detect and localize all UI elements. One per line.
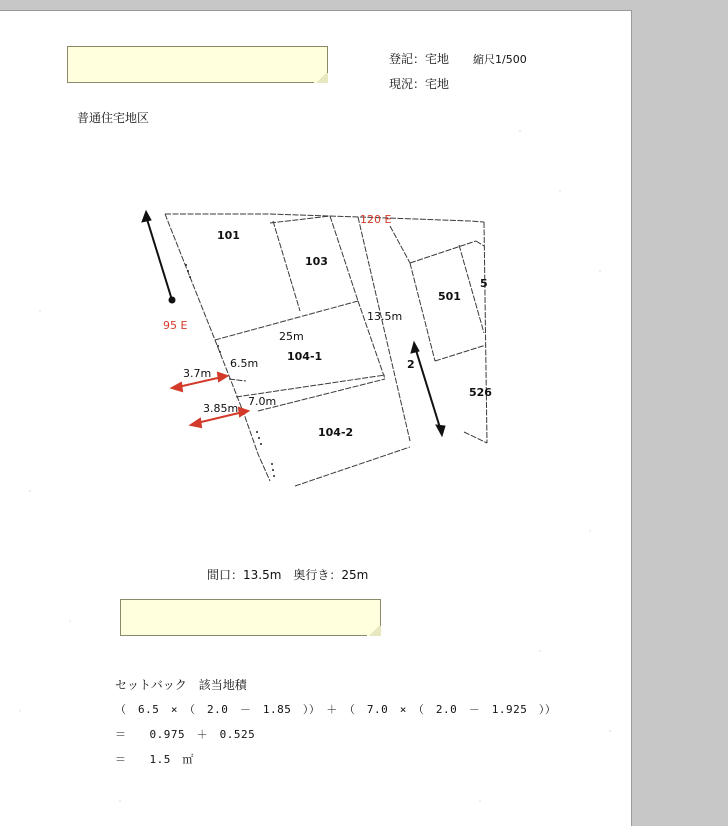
lot-101: 101 <box>217 229 240 242</box>
zone-label: 普通住宅地区 <box>77 111 150 125</box>
calc-line-2: ＝ 0.975 ＋ 0.525 <box>115 728 256 741</box>
lot-5: 5 <box>480 277 488 290</box>
road-price-top: 120 E <box>360 213 392 226</box>
document-page <box>0 10 632 826</box>
lot-2: 2 <box>407 358 415 371</box>
dim-7-0m: 7.0m <box>248 395 277 408</box>
calc-title: セットバック 該当地積 <box>115 678 247 692</box>
road-price-left: 95 E <box>163 319 188 332</box>
dim-3-7m: 3.7m <box>183 367 212 380</box>
registry-type: 登記：宅地 <box>389 52 450 66</box>
redaction-note-middle <box>120 599 381 636</box>
north-arrow-left <box>142 211 175 303</box>
dim-3-85m: 3.85m <box>203 402 239 415</box>
calc-line-3: ＝ 1.5 ㎡ <box>115 753 194 766</box>
calc-line-1: （ 6.5 × （ 2.0 － 1.85 ）） ＋ （ 7.0 × （ 2.0 － 1.925 ）） <box>115 703 557 716</box>
lot-103: 103 <box>305 255 328 268</box>
north-arrow-right <box>411 342 445 436</box>
dim-frontage-13-5m: 13.5m <box>367 310 403 323</box>
dim-6-5m: 6.5m <box>230 357 259 370</box>
setback-arrows <box>172 373 248 427</box>
lot-526: 526 <box>469 386 492 399</box>
lot-104-2: 104-2 <box>318 426 354 439</box>
lot-104-1: 104-1 <box>287 350 323 363</box>
dim-depth-25m: 25m <box>279 330 304 343</box>
frontage-depth: 間口：13.5m 奥行き：25m <box>207 568 369 582</box>
current-use: 現況：宅地 <box>389 77 450 91</box>
map-scale: 縮尺1/500 <box>473 53 527 66</box>
note-fold <box>367 626 381 636</box>
lot-501: 501 <box>438 290 461 303</box>
